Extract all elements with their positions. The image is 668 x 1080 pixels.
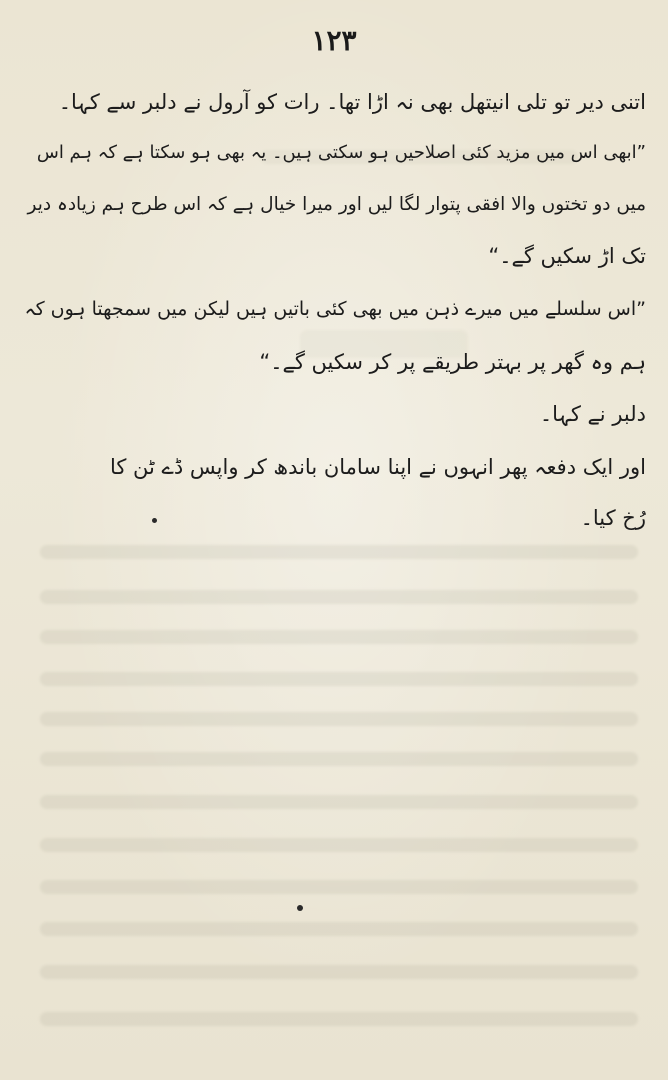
- text-line: اتنی دیر تو تلی انیتھل بھی نہ اڑا تھا۔ رات کو آرول نے دلبر سے کہا۔: [58, 90, 646, 114]
- page-number: ۱۲۳: [311, 24, 357, 57]
- text-line: تک اڑ سکیں گے۔“: [488, 244, 646, 268]
- text-line: ”ابھی اس میں مزید کئی اصلاحیں ہو سکتی ہیں۔ یہ بھی ہو سکتا ہے کہ ہم اس: [36, 142, 646, 163]
- bleed-through-line: [40, 880, 638, 894]
- bleed-through-line: [40, 1012, 638, 1026]
- bleed-through-line: [40, 545, 638, 559]
- text-line: ہم وہ گھر پر بہتر طریقے پر کر سکیں گے۔“: [259, 350, 646, 374]
- bleed-through-line: [40, 965, 638, 979]
- bleed-through-line: [40, 712, 638, 726]
- bleed-through-line: [40, 630, 638, 644]
- bleed-through-line: [40, 795, 638, 809]
- text-line: میں دو تختوں والا افقی پتوار لگا لیں اور میرا خیال ہے کہ اس طرح ہم زیادہ دیر: [27, 194, 646, 215]
- bleed-through-line: [40, 752, 638, 766]
- text-line: رُخ کیا۔: [580, 506, 646, 530]
- text-line: دلبر نے کہا۔: [539, 402, 646, 426]
- text-line: اور ایک دفعہ پھر انہوں نے اپنا سامان باندھ کر واپس ڈے ٹن کا: [109, 455, 646, 479]
- ink-speck: [297, 905, 303, 911]
- ink-speck: [152, 518, 157, 523]
- text-line: ”اس سلسلے میں میرے ذہن میں بھی کئی باتیں ہیں لیکن میں سمجھتا ہوں کہ: [24, 298, 646, 320]
- bleed-through-line: [40, 590, 638, 604]
- bleed-through-line: [40, 838, 638, 852]
- bleed-through-line: [40, 922, 638, 936]
- bleed-through-line: [40, 672, 638, 686]
